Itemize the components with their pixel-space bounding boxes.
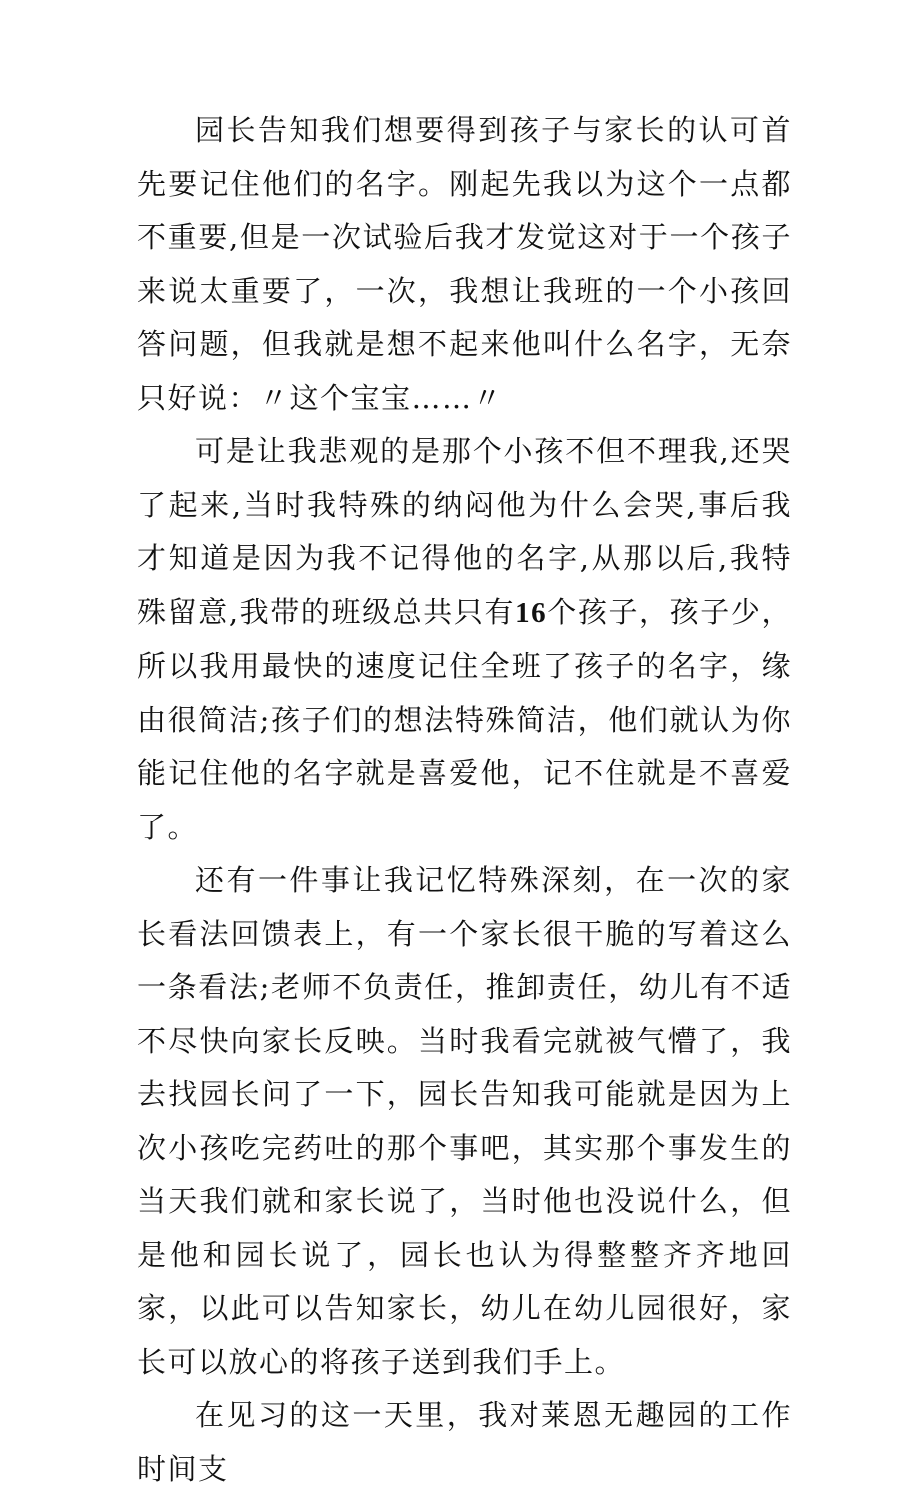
paragraph-3 bbox=[137, 854, 792, 1389]
paragraph-2-number: 16 bbox=[515, 596, 548, 629]
document-body bbox=[137, 104, 792, 1496]
paragraph-2-text-before: 可是让我悲观的是那个小孩不但不理我,还哭了起来,当时我特殊的纳闷他为什么会哭,事后我才知道是因为我不记得他的名字,从那以后,我特殊留意,我带的班级总共只有 bbox=[137, 434, 792, 629]
paragraph-3-text: 还有一件事让我记忆特殊深刻，在一次的家长看法回馈表上，有一个家长很干脆的写着这么一条看法;老师不负责任，推卸责任，幼儿有不适不尽快向家长反映。当时我看完就被气懵了，我去找园长问了一下，园长告知我可能就是因为上次小孩吃完药吐的那个事吧，其实那个事发生的当天我们就和家长说了，当时他也没说什么，但是他和园长说了，园长也认为得整整齐齐地回家，以此可以告知家长，幼儿在幼儿园很好，家长可以放心的将孩子送到我们手上。 bbox=[137, 863, 792, 1379]
paragraph-2 bbox=[137, 425, 792, 854]
paragraph-4 bbox=[137, 1389, 792, 1496]
paragraph-1 bbox=[137, 104, 792, 425]
paragraph-2-text-after: 个孩子，孩子少，所以我用最快的速度记住全班了孩子的名字，缘由很简洁;孩子们的想法特殊简洁，他们就认为你能记住他的名字就是喜爱他，记不住就是不喜爱了。 bbox=[137, 594, 792, 844]
paragraph-1-text: 园长告知我们想要得到孩子与家长的认可首先要记住他们的名字。刚起先我以为这个一点都不重要,但是一次试验后我才发觉这对于一个孩子来说太重要了，一次，我想让我班的一个小孩回答问题，但我就是想不起来他叫什么名字，无奈只好说：〃这个宝宝……〃 bbox=[137, 113, 792, 415]
paragraph-4-text: 在见习的这一天里，我对莱恩无趣园的工作时间支 bbox=[137, 1398, 792, 1486]
